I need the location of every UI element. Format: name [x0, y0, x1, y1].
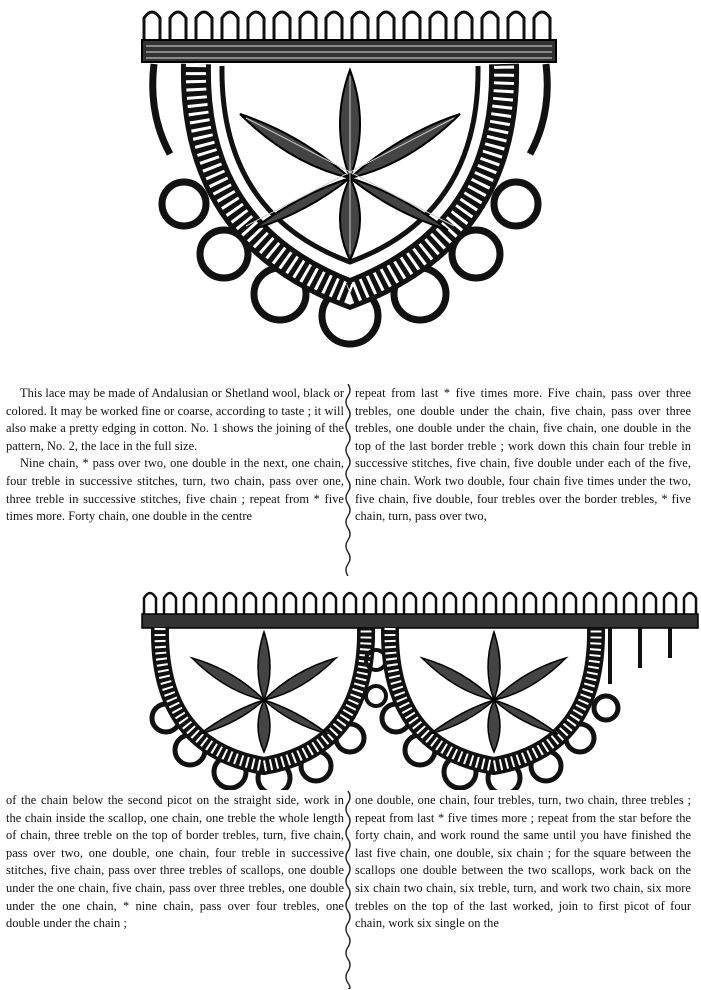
paragraph-continued-2: of the chain below the second picot on the straight side, work in the chain inside the scallop, one chain, one treble the whole length of chain, three treble on the top of border trebles, turn, five chain, pass over two, one double, one chain, four treble in successive stitches, five chain, pass over three trebles of scallops, one double under the one chain, five chain, pass over three trebles, one double under the one chain, * nine chain, pass over four trebles, one double under the chain ; [6, 793, 344, 931]
header-band-2 [142, 614, 698, 628]
scallop-left [152, 628, 366, 790]
text-column-2 [355, 385, 691, 526]
column-divider-wavy-2 [343, 791, 353, 989]
lace-pattern-double-scallop [140, 588, 700, 790]
text-column-1 [6, 385, 344, 526]
paragraph-instructions-start: Nine chain, * pass over two, one double in the next, one chain, four treble in successive stitches, turn, two chain, pass over one, three treble in successive stitches, five chain ; repeat from * five times more. Forty chain, one double in the centre [6, 456, 344, 524]
column-divider-wavy [343, 384, 353, 576]
paragraph-continued-3: one double, one chain, four trebles, turn, two chain, three trebles ; repeat from last * five times more ; repeat from the star before the forty chain, and work round the same until you have finished the last five chain, one double, six chain ; for the square between the scallops one double between the two scallops, work back on the six chain two chain, six treble, turn, and work two chain, six more trebles on the top of the last worked, join to first picot of four chain, work six single on the [355, 793, 691, 931]
paragraph-continued-1: repeat from last * five times more. Five chain, pass over three trebles, one double under the chain, five chain, pass over three trebles, one double under the chain, five chain, one double in the top of the last border treble ; work down this chain four treble in successive stitches, five chain, five double under each of the five, nine chain. Work two double, four chain five times under the two, five chain, five double, four trebles over the border trebles, * five chain, turn, pass over two, [355, 386, 691, 524]
text-column-3 [6, 792, 344, 933]
scallop-right [382, 628, 618, 790]
header-band [142, 40, 556, 62]
star-texture [246, 76, 454, 254]
lace-pattern-single-scallop [140, 4, 560, 370]
text-column-4 [355, 792, 691, 933]
paragraph-intro: This lace may be made of Andalusian or Shetland wool, black or colored. It may be worked fine or coarse, according to taste ; it will also make a pretty edging in cotton. No. 1 shows the joining of the pattern, No. 2, the lace in the full size. [6, 386, 344, 453]
straight-edge-tail [610, 628, 670, 684]
